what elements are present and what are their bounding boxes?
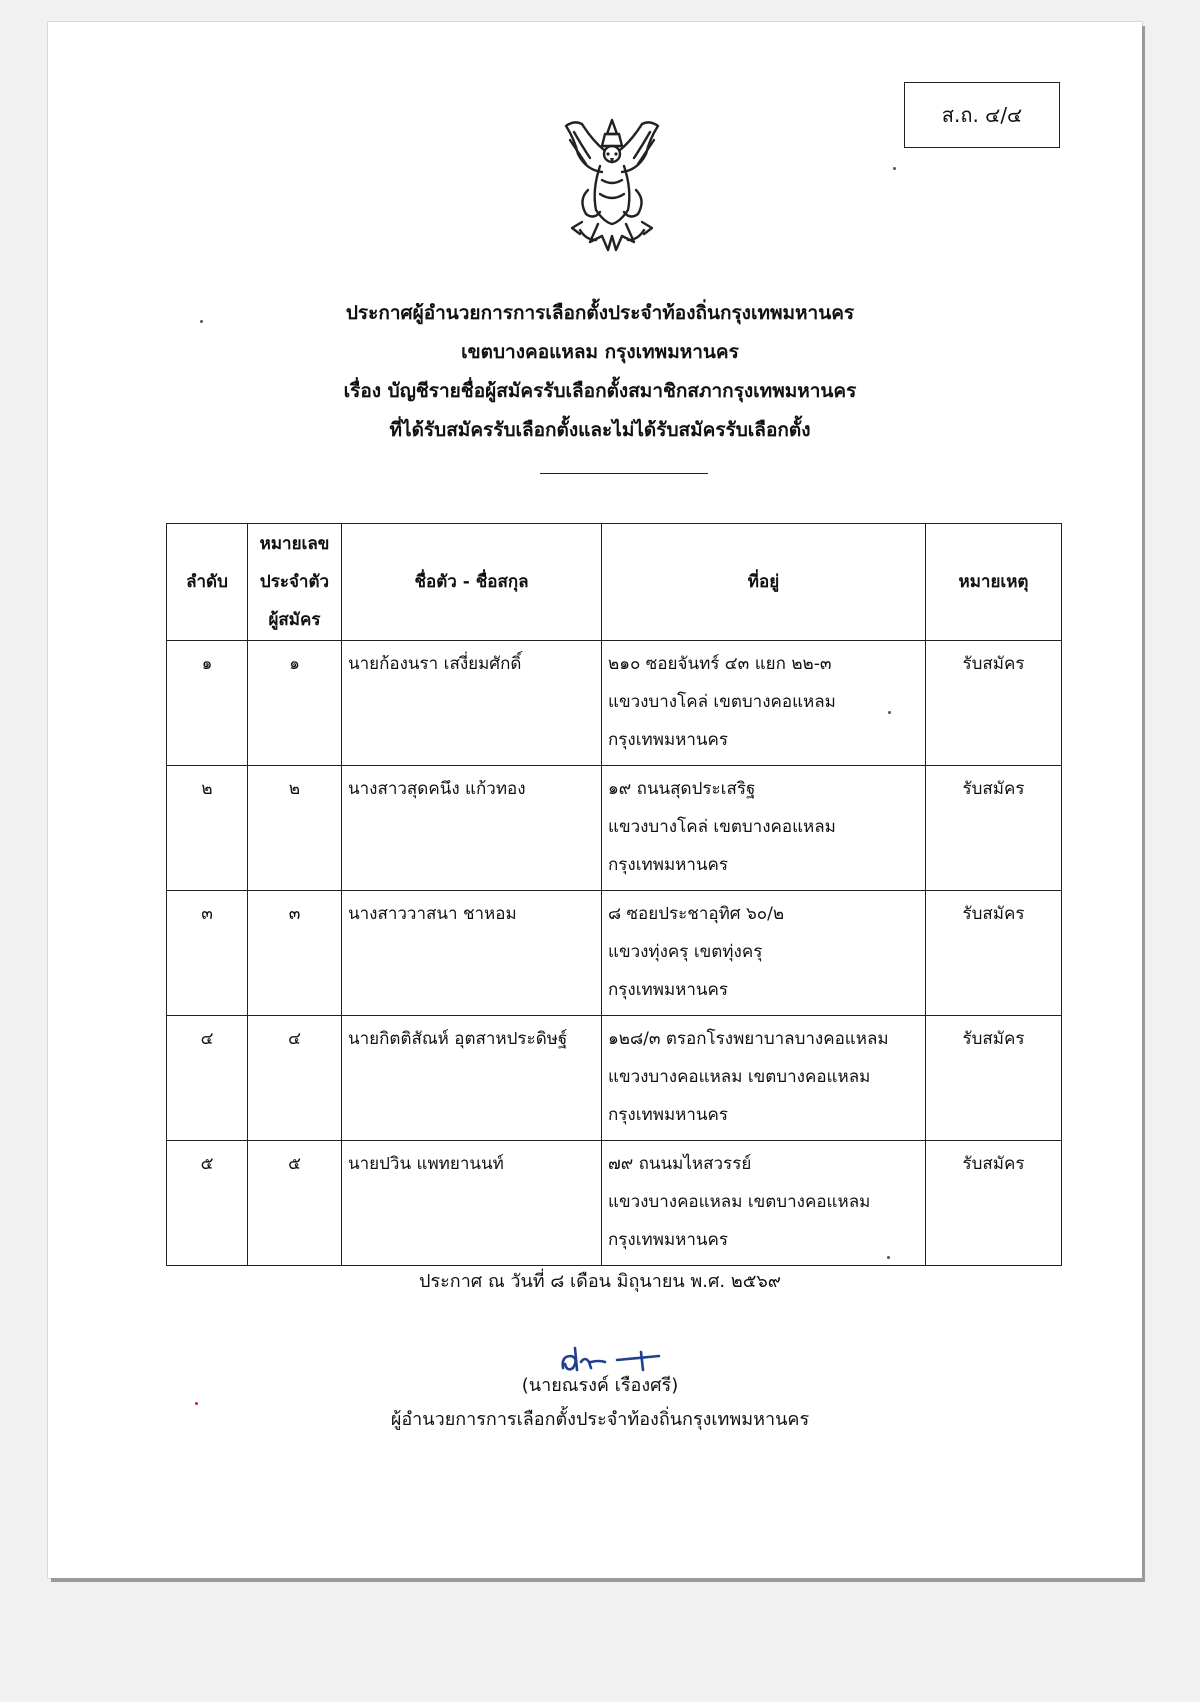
table-row [167,641,1062,766]
address-line-1: ๒๑๐ ซอยจันทร์ ๔๓ แยก ๒๒-๓ [608,654,832,674]
signer-name: (นายณรงค์ เรืองศรี) [521,1375,679,1396]
scan-speck [195,1402,198,1405]
cell-remark: รับสมัคร [926,1016,1062,1141]
header-number-line-1: หมายเลข [259,534,330,554]
cell-address [602,766,926,891]
heading-line-2: เขตบางคอแหลม กรุงเทพมหานคร [461,341,739,363]
form-code-box [904,82,1060,148]
address-line-2: แขวงบางคอแหลม เขตบางคอแหลม [608,1192,871,1212]
header-number [248,524,342,641]
cell-name: นางสาววาสนา ชาหอม [342,891,602,1016]
address-line-2: แขวงบางคอแหลม เขตบางคอแหลม [608,1067,871,1087]
header-number-line-3: ผู้สมัคร [268,610,321,630]
address-line-1: ๘ ซอยประชาอุทิศ ๖๐/๒ [608,904,785,924]
garuda-emblem-icon [552,110,672,260]
address-line-1: ๗๙ ถนนมไหสวรรย์ [608,1154,752,1174]
cell-address [602,1141,926,1266]
announcement-date: ประกาศ ณ วันที่ ๘ เดือน มิถุนายน พ.ศ. ๒๕๖๙ [419,1271,781,1292]
cell-number: ๔ [248,1016,342,1141]
address-line-2: แขวงทุ่งครุ เขตทุ่งครุ [608,942,763,962]
candidate-table [166,523,1062,1266]
heading-line-3: เรื่อง บัญชีรายชื่อผู้สมัครรับเลือกตั้งสมาชิกสภากรุงเทพมหานคร [343,380,857,402]
header-address: ที่อยู่ [602,524,926,641]
cell-address [602,641,926,766]
address-line-3: กรุงเทพมหานคร [608,730,729,750]
table-row [167,891,1062,1016]
cell-number: ๒ [248,766,342,891]
cell-remark: รับสมัคร [926,1141,1062,1266]
address-line-1: ๑๒๘/๓ ตรอกโรงพยาบาลบางคอแหลม [608,1029,889,1049]
cell-number: ๓ [248,891,342,1016]
heading-divider [540,473,708,474]
cell-name: นายก้องนรา เสงี่ยมศักดิ์ [342,641,602,766]
cell-address [602,891,926,1016]
cell-remark: รับสมัคร [926,891,1062,1016]
address-line-1: ๑๙ ถนนสุดประเสริฐ [608,779,756,799]
heading-line-1: ประกาศผู้อำนวยการการเลือกตั้งประจำท้องถิ่นกรุงเทพมหานคร [345,302,855,324]
address-line-2: แขวงบางโคล่ เขตบางคอแหลม [608,692,836,712]
cell-order: ๔ [167,1016,248,1141]
table-row [167,766,1062,891]
header-number-line-2: ประจำตัว [259,572,330,592]
scan-speck [200,320,203,323]
cell-name: นายกิตติสัณห์ อุตสาหประดิษฐ์ [342,1016,602,1141]
cell-order: ๕ [167,1141,248,1266]
header-remark: หมายเหตุ [926,524,1062,641]
cell-name: นางสาวสุดคนึง แก้วทอง [342,766,602,891]
scan-speck [888,711,891,714]
address-line-3: กรุงเทพมหานคร [608,1105,729,1125]
form-code: ส.ถ. ๔/๔ [941,103,1023,127]
scan-speck [887,1256,890,1259]
address-line-3: กรุงเทพมหานคร [608,980,729,1000]
cell-address [602,1016,926,1141]
cell-number: ๑ [248,641,342,766]
cell-order: ๒ [167,766,248,891]
table-header-row [167,524,1062,641]
signer-title: ผู้อำนวยการการเลือกตั้งประจำท้องถิ่นกรุงเทพมหานคร [390,1409,810,1430]
table-row [167,1016,1062,1141]
address-line-3: กรุงเทพมหานคร [608,1230,729,1250]
header-order: ลำดับ [167,524,248,641]
cell-order: ๑ [167,641,248,766]
header-name: ชื่อตัว - ชื่อสกุล [342,524,602,641]
cell-number: ๕ [248,1141,342,1266]
heading-line-4: ที่ได้รับสมัครรับเลือกตั้งและไม่ได้รับสมัครรับเลือกตั้ง [389,419,811,441]
cell-remark: รับสมัคร [926,641,1062,766]
table-row [167,1141,1062,1266]
address-line-2: แขวงบางโคล่ เขตบางคอแหลม [608,817,836,837]
address-line-3: กรุงเทพมหานคร [608,855,729,875]
scan-speck [893,167,896,170]
cell-name: นายปวิน แพทยานนท์ [342,1141,602,1266]
cell-remark: รับสมัคร [926,766,1062,891]
cell-order: ๓ [167,891,248,1016]
